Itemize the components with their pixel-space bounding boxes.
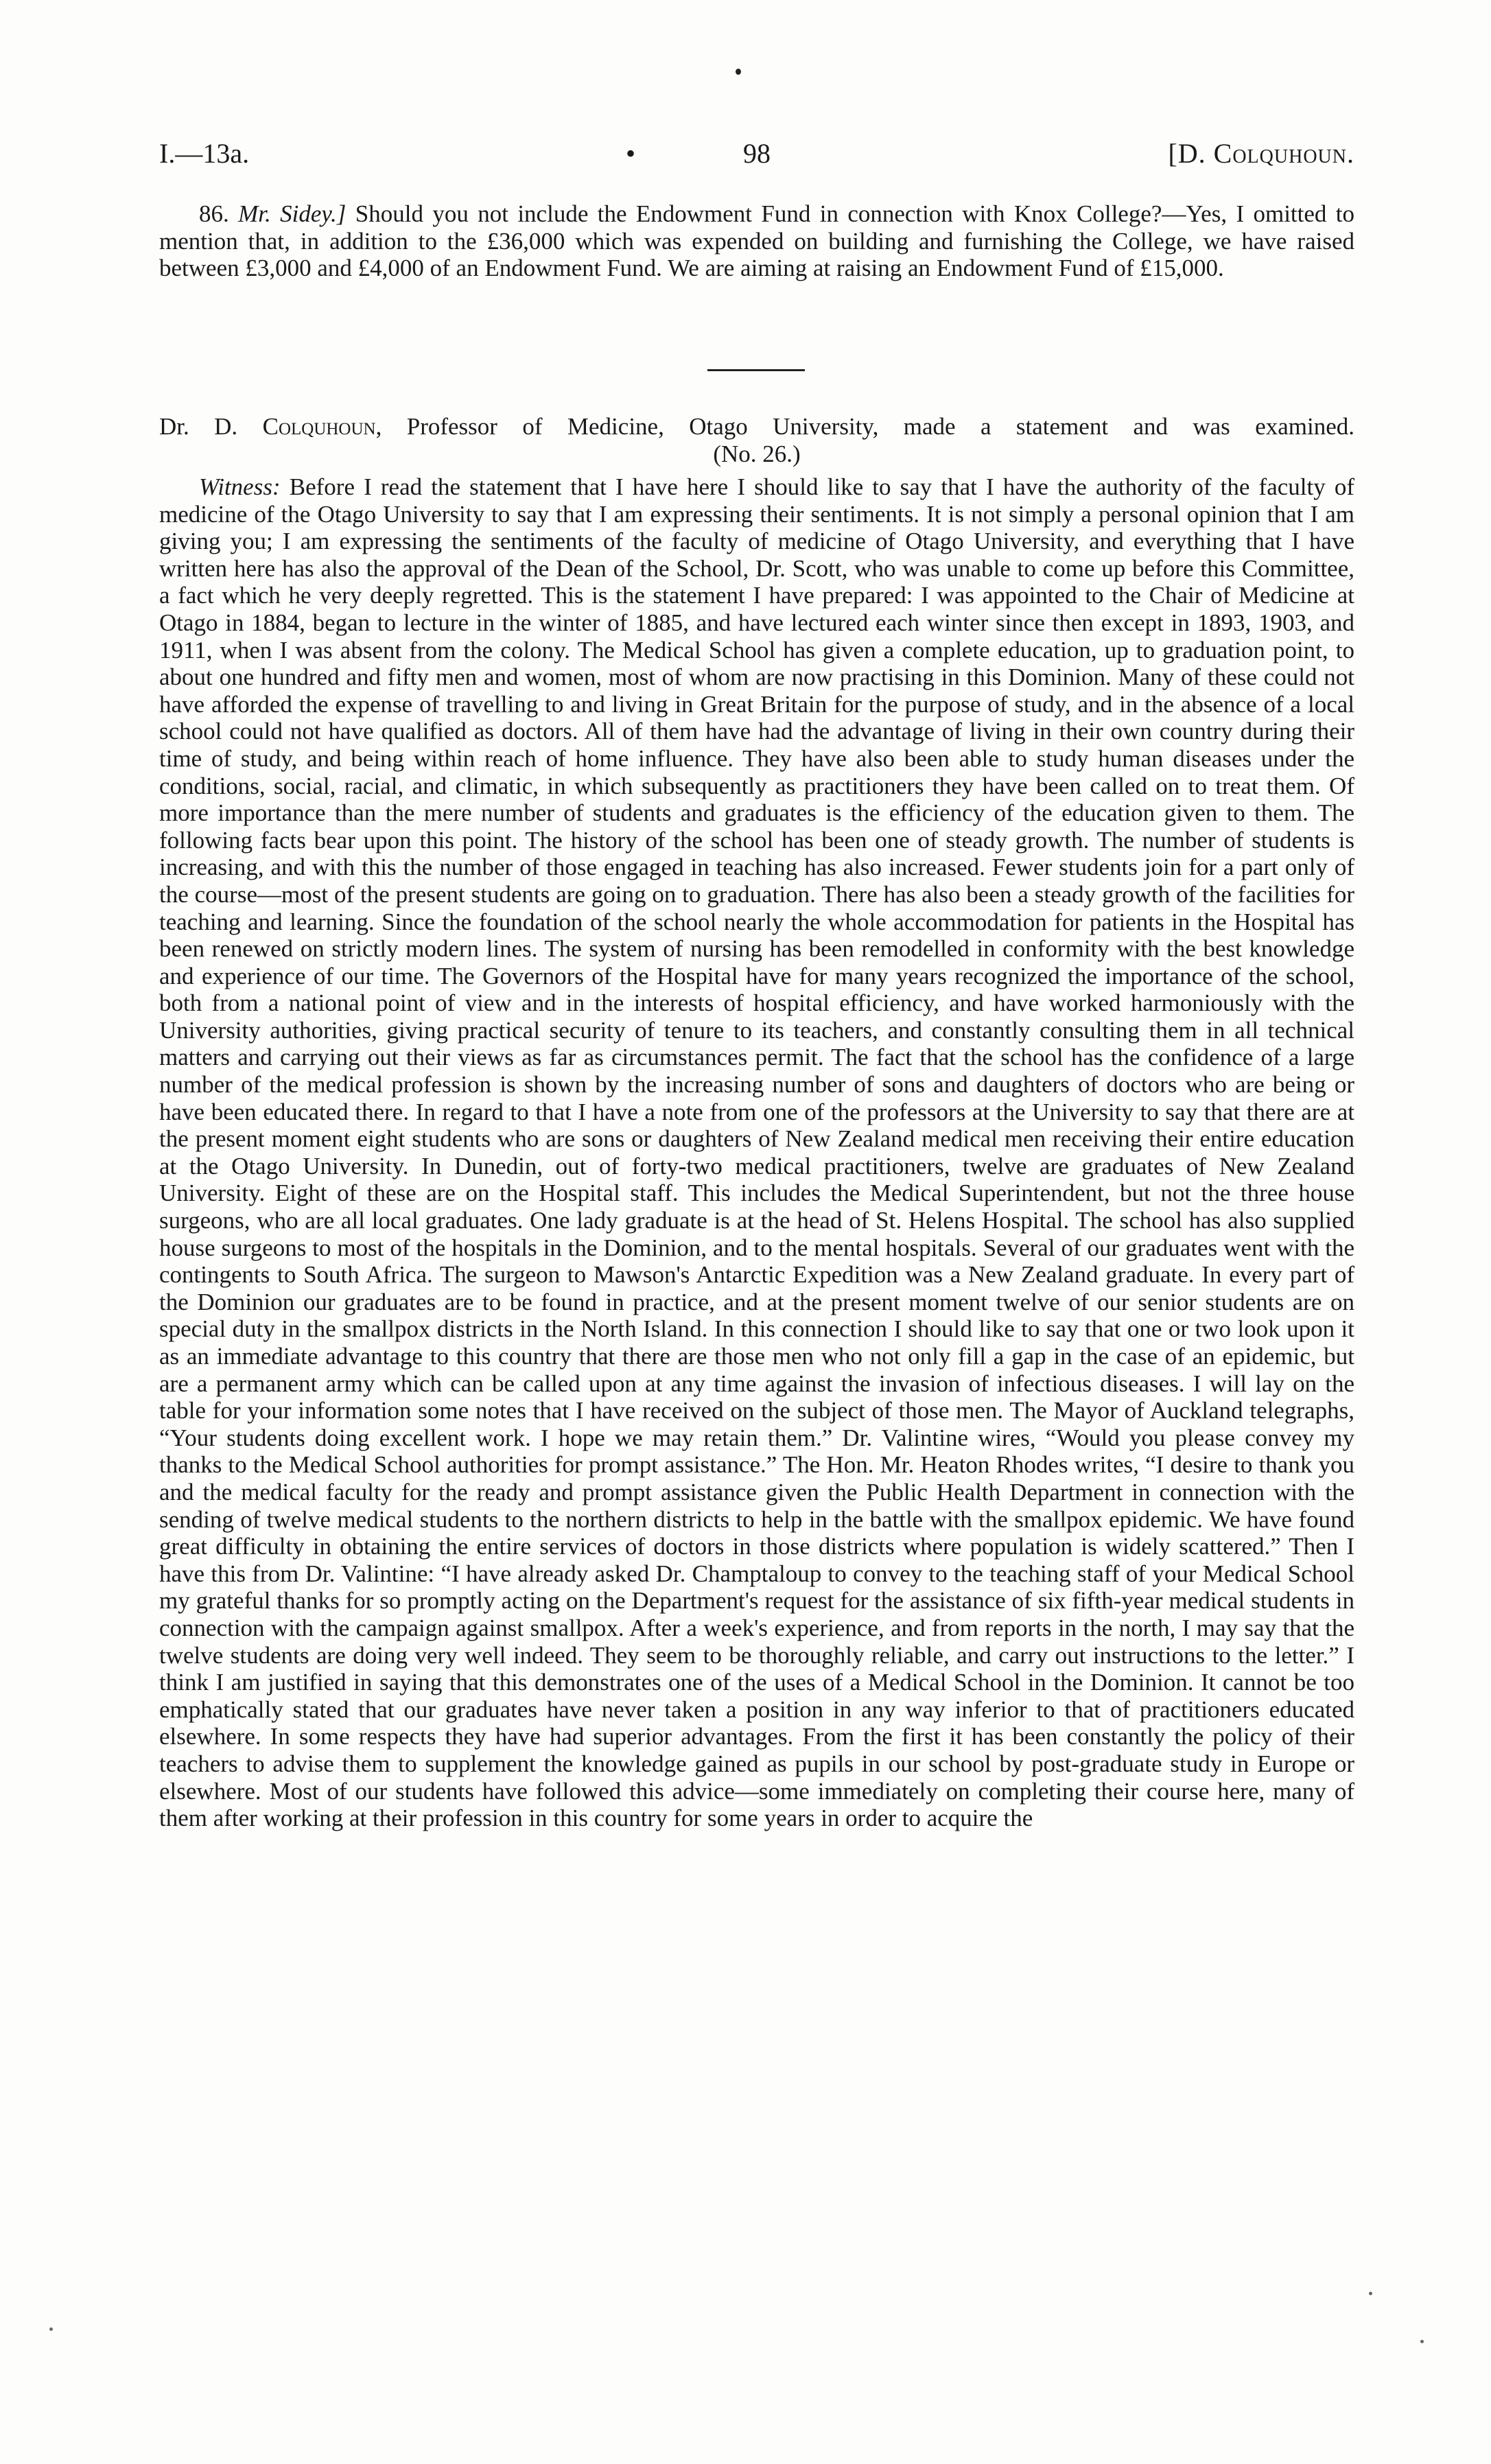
- question-86: [159, 200, 1354, 282]
- scan-speck: [1369, 2292, 1372, 2295]
- header-bullet: •: [626, 138, 636, 169]
- statement-body: [159, 473, 1354, 1832]
- statement-paragraph: [159, 473, 1354, 1832]
- witness-name: Colquhoun: [262, 413, 376, 440]
- witness-description: , Professor of Medicine, Otago University, made a statement and was examined.: [375, 413, 1355, 440]
- page-number: 98: [743, 138, 771, 169]
- section-divider: [707, 369, 805, 371]
- witness-intro: [159, 413, 1354, 467]
- questioner: Mr. Sidey.]: [238, 200, 347, 227]
- document-reference: I.—13a.: [159, 138, 250, 169]
- running-header: [159, 137, 1354, 178]
- scan-speck: [1420, 2340, 1424, 2343]
- scan-speck: [49, 2327, 53, 2331]
- question-number: 86.: [199, 200, 229, 227]
- witness-label: Witness:: [199, 473, 281, 500]
- witness-name-header: [D. Colquhoun.: [1168, 138, 1354, 169]
- statement-text: Before I read the statement that I have here I should like to say that I have the authority of the faculty of medicine of the Otago University to say that I am expressing their sentiments. It is not simply a personal opinion that I am giving you; I am expressing the sentiments of the faculty of medicine of Otago University, and everything that I have written here has also the approval of the Dean of the School, Dr. Scott, who was unable to come up before this Committee, a fact which he very deeply regretted. This is the statement I have prepared: I was appointed to the Chair of Medicine at Otago in 1884, began to lecture in the winter of 1885, and have lectured each winter since then except in 1893, 1903, and 1911, when I was absent from the colony. The Medical School has given a complete education, up to graduation point, to about one hundred and fifty men and women, most of whom are now practising in this Dominion. Many of these could not have afforded the expense of travelling to and living in Great Britain for the purpose of study, and in the absence of a local school could not have qualified as doctors. All of them have had the advantage of living in their own country during their time of study, and being within reach of home influence. They have also been able to study human diseases under the conditions, social, racial, and climatic, in which subsequently as practitioners they have been called on to treat them. Of more importance than the mere number of students and graduates is the efficiency of the education given to them. The following facts bear upon this point. The history of the school has been one of steady growth. The number of students is increasing, and with this the number of those engaged in teaching has also increased. Fewer students join for a part only of the course—most of the present students are going on to graduation. There has also been a steady growth of the facilities for teaching and learning. Since the foundation of the school nearly the whole accommodation for patients in the Hospital has been renewed on strictly modern lines. The system of nursing has been remodelled in conformity with the best knowledge and experience of our time. The Governors of the Hospital have for many years recognized the importance of the school, both from a national point of view and in the interests of hospital efficiency, and have worked harmoniously with the University authorities, giving practical security of tenure to its teachers, and constantly consulting them in all technical matters and carrying out their views as far as circumstances permit. The fact that the school has the confidence of a large number of the medical profession is shown by the increasing number of sons and daughters of doctors who are being or have been educated there. In regard to that I have a note from one of the professors at the University to say that there are at the present moment eight students who are sons or daughters of New Zealand medical men receiving their entire education at the Otago University. In Dunedin, out of forty-two medical practitioners, twelve are graduates of New Zealand University. Eight of these are on the Hospital staff. This includes the Medical Superintendent, but not the three house surgeons, who are all local graduates. One lady graduate is at the head of St. Helens Hospital. The school has also supplied house surgeons to most of the hospitals in the Dominion, and to the mental hospitals. Several of our graduates went with the contingents to South Africa. The surgeon to Mawson's Antarctic Expedition was a New Zealand graduate. In every part of the Dominion our graduates are to be found in practice, and at the present moment twelve of our senior students are on special duty in the smallpox districts in the North Island. In this connection I should like to say that one or two look upon it as an immediate advantage to this country that there are those men who not only fill a gap in the case of an epidemic, but are a permanent army which can be called upon at any time against the invasion of infectious diseases. I will lay on the table for your information some notes that I have received on the subject of those men. The Mayor of Auckland telegraphs, “Your students doing excellent work. I hope we may retain them.” Dr. Valintine wires, “Would you please convey my thanks to the Medical School authorities for prompt assistance.” The Hon. Mr. Heaton Rhodes writes, “I desire to thank you and the medical faculty for the ready and prompt assistance given the Public Health Department in connection with the sending of twelve medical students to the northern districts to help in the battle with the smallpox epidemic. We have found great difficulty in obtaining the entire services of doctors in those districts where population is widely scattered.” Then I have this from Dr. Valintine: “I have already asked Dr. Champtaloup to convey to the teaching staff of your Medical School my grateful thanks for so promptly acting on the Department's request for the assistance of six fifth-year medical students in connection with the campaign against smallpox. After a week's experience, and from reports in the north, I may say that the twelve students are doing very well indeed. They seem to be thoroughly reliable, and carry out instructions to the letter.” I think I am justified in saying that this demonstrates one of the uses of a Medical School in the Dominion. It cannot be too emphatically stated that our graduates have never taken a position in any way inferior to that of practitioners educated elsewhere. In some respects they have had superior advantages. From the first it has been constantly the policy of their teachers to advise them to supplement the knowledge gained as pupils in our school by post-graduate study in Europe or elsewhere. Most of our students have followed this advice—some immediately on completing their course here, many of them after working at their profession in this country for some years in order to acquire the: [159, 473, 1354, 1832]
- witness-intro-line: [159, 413, 1354, 441]
- question-86-paragraph: [159, 200, 1354, 282]
- page-speck: [736, 69, 741, 75]
- witness-title: Dr. D.: [159, 413, 238, 440]
- question-86-text: Should you not include the Endowment Fund in connection with Knox College?—Yes, I omitted to mention that, in addition to the £36,000 which was expended on building and furnishing the College, we have raised between £3,000 and £4,000 of an Endowment Fund. We are aiming at raising an Endowment Fund of £15,000.: [159, 200, 1355, 282]
- statement-number: (No. 26.): [713, 440, 801, 467]
